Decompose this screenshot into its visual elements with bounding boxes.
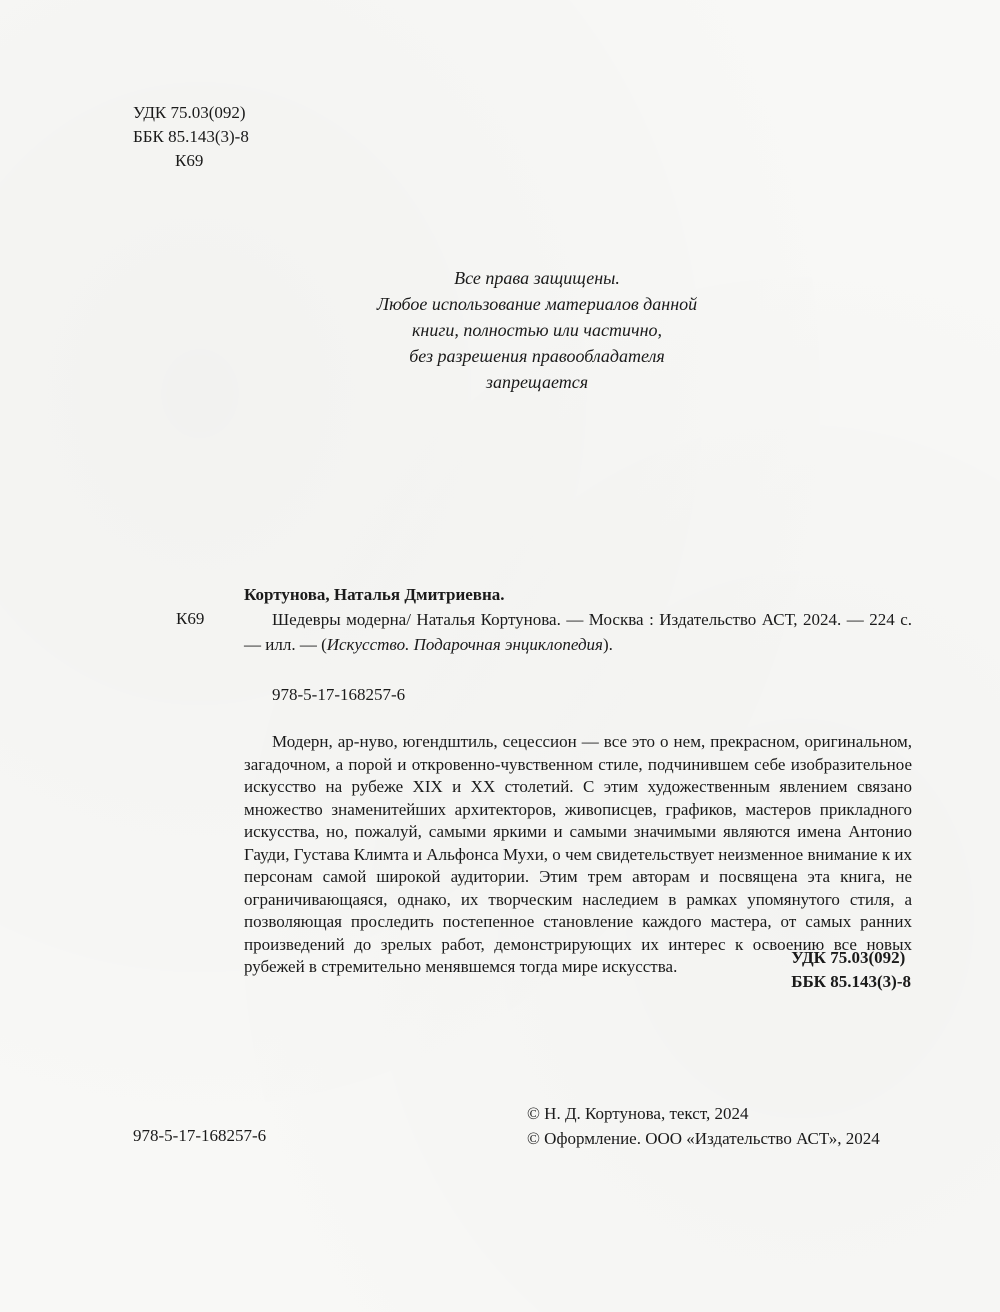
record-isbn: 978-5-17-168257-6 [272, 685, 406, 704]
record-author-mark: К69 [176, 609, 205, 628]
rights-line-4: без разрешения правообладателя [409, 346, 665, 366]
author-mark: К69 [175, 151, 204, 170]
bibliographic-record [244, 582, 912, 979]
record-author: Кортунова, Наталья Дмитриевна. [244, 585, 505, 604]
footer-isbn: 978-5-17-168257-6 [133, 1126, 267, 1145]
rights-line-5: запрещается [485, 372, 589, 392]
rights-notice [300, 265, 774, 395]
copyright-text: © Н. Д. Кортунова, текст, 2024 [527, 1104, 749, 1123]
rights-line-3: книги, полностью или частично, [411, 320, 662, 340]
udk-code-right: УДК 75.03(092) [791, 948, 906, 967]
bbk-code-right: ББК 85.143(3)-8 [791, 972, 911, 991]
rights-line-1: Все права защищены. [454, 268, 620, 288]
copyright-block [527, 1101, 880, 1151]
bbk-code: ББК 85.143(3)-8 [133, 127, 249, 146]
series-title: Искусство. Подарочная энциклопедия [326, 635, 603, 654]
description-end: ). [602, 635, 613, 654]
description-main: Шедевры модерна/ Наталья Кортунова. — Москва : Издательство АСТ, 2024. — 224 с. — илл. — ( [244, 610, 912, 654]
annotation: Модерн, ар-нуво, югендштиль, сецессион — все это о нем, прекрасном, оригинальном, загадочном, а порой и откровенно-чувственном стиле, подчинившем себе изобразительное искусство на рубеже XIX и XX столетий. С этим художественным явлением связано множество знаменитейших архитекторов, живописцев, графиков, мастеров прикладного искусства, но, пожалуй, самыми яркими и самыми значимыми являются имена Антонио Гауди, Густава Климта и Альфонса Мухи, о чем свидетельствует неизменное внимание к их персонам самой широкой аудитории. Этим трем авторам и посвящена эта книга, не ограничивающаяся, однако, их творческим наследием в рамках упомянутого стиля, а позволяющая проследить постепенное становление каждого мастера, от самых ранних произведений до зрелых работ, демонстрирующих их интерес к освоению все новых рубежей в стремительно менявшемся тогда мире искусства. [244, 732, 912, 976]
classification-codes-top [133, 101, 249, 173]
rights-line-2: Любое использование материалов данной [376, 294, 698, 314]
classification-codes-right [791, 946, 911, 994]
udk-code: УДК 75.03(092) [133, 103, 246, 122]
copyright-design: © Оформление. ООО «Издательство АСТ», 2024 [527, 1129, 880, 1148]
record-description [244, 607, 912, 657]
